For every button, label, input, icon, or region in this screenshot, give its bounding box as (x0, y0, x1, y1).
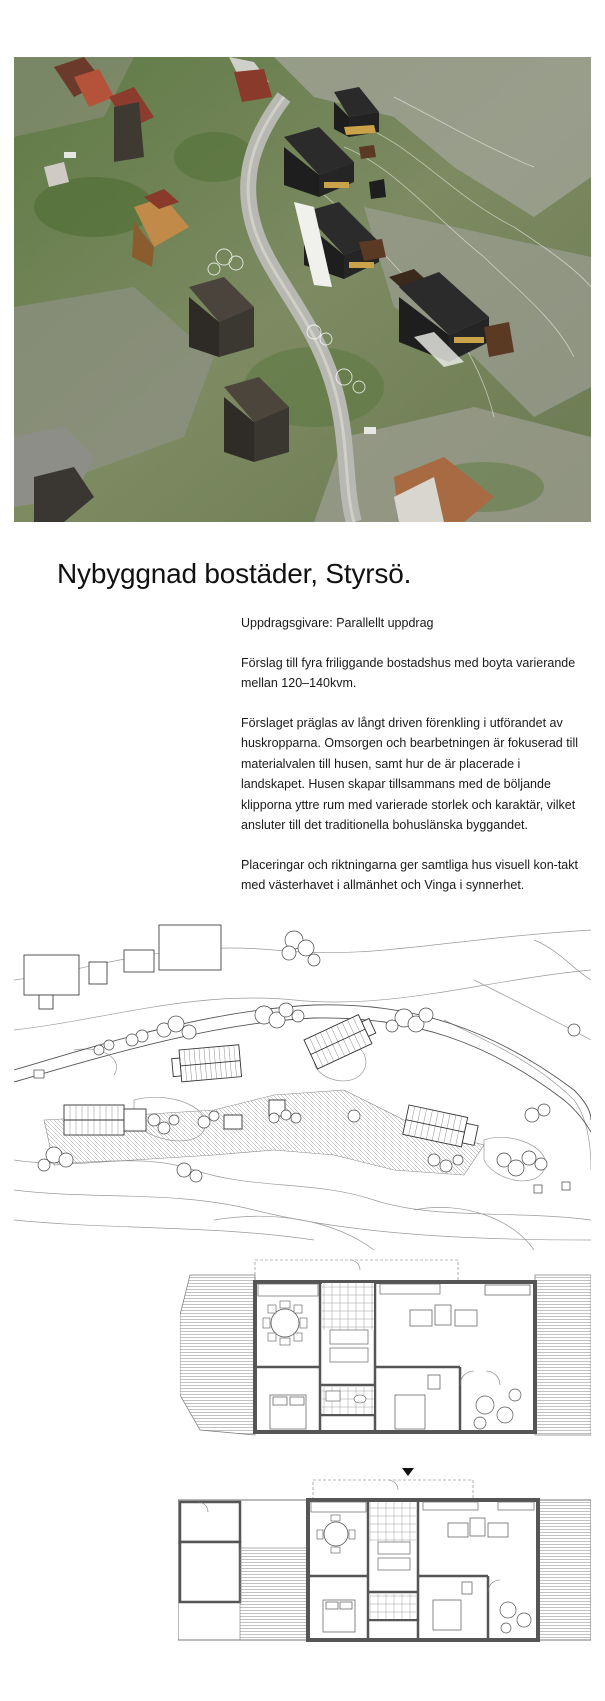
site-plan-drawing (14, 920, 591, 1250)
floor-plan-1 (180, 1255, 591, 1453)
project-description (241, 613, 581, 915)
floor-plan-2-drawing (178, 1468, 591, 1643)
aerial-rendering (14, 57, 591, 522)
page-title: Nybyggnad bostäder, Styrsö. (57, 558, 412, 589)
site-plan (14, 920, 591, 1250)
north-arrow-icon (402, 1468, 414, 1476)
floor-plan-2 (178, 1468, 591, 1643)
client-line: Uppdragsgivare: Parallellt uppdrag (241, 616, 434, 630)
description-paragraph-3: Placeringar och riktningarna ger samtliga hus visuell kon-takt med västerhavet i allmänhet och Vinga i synnerhet. (241, 857, 578, 892)
aerial-rendering-graphic (14, 57, 591, 522)
description-paragraph-2: Förslaget präglas av långt driven förenkling i utförandet av huskropparna. Omsorgen och bearbetningen är fokuserad till materialvalen till husen, samt hur de är placerade i landskapet. Husen skapar tillsammans med de böljande klipporna yttre rum med varierade storlek och karaktär, vilket ansluter till det traditionella bohuslänska byggandet. (241, 715, 579, 832)
description-paragraph-1: Förslag till fyra friliggande bostadshus med boyta varierande mellan 120–140kvm. (241, 655, 576, 690)
floor-plan-1-drawing (180, 1255, 591, 1453)
